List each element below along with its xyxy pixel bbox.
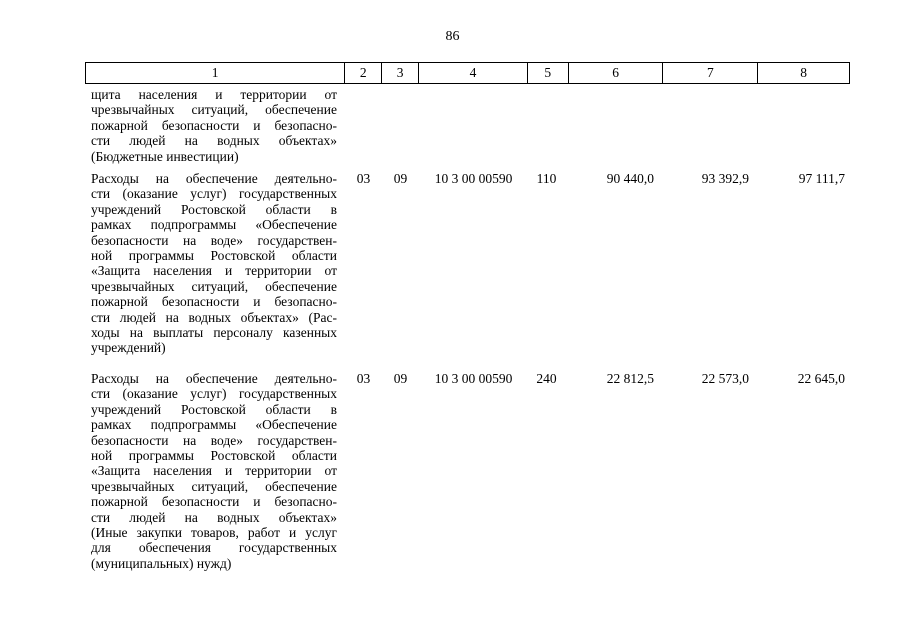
cell-vr: 110 xyxy=(536,171,557,186)
description-line: сти людей на водных объектах» xyxy=(91,133,337,149)
header-col-7: 7 xyxy=(663,63,758,83)
description-line: безопасности на воде» государствен- xyxy=(91,232,337,248)
description-line: учреждений Ростовской области в xyxy=(91,201,337,217)
cell-value-7: 93 392,9 xyxy=(701,171,749,186)
header-col-6: 6 xyxy=(569,63,664,83)
cell-rz: 03 xyxy=(356,171,371,186)
cell-value-7: 22 573,0 xyxy=(701,371,749,386)
table-header-row xyxy=(85,62,850,84)
description-line: Расходы на обеспечение деятельно- xyxy=(91,171,337,186)
description-line: ной программы Ростовской области xyxy=(91,248,337,264)
description-line: чрезвычайных ситуаций, обеспечение xyxy=(91,278,337,294)
cell-value-8: 22 645,0 xyxy=(797,371,845,386)
description-line: ходы на выплаты персоналу казенных xyxy=(91,325,337,341)
cell-rz: 03 xyxy=(356,371,371,386)
header-col-4: 4 xyxy=(419,63,528,83)
description-line: учреждений Ростовской области в xyxy=(91,401,337,417)
cell-pr: 09 xyxy=(393,371,408,386)
cell-csr: 10 3 00 00590 xyxy=(434,371,513,386)
header-col-1: 1 xyxy=(86,63,345,83)
cell-value-6: 90 440,0 xyxy=(606,171,654,186)
description-line: «Защита населения и территории от xyxy=(91,263,337,279)
description-line: чрезвычайных ситуаций, обеспечение xyxy=(91,102,337,118)
description-line: сти людей на водных объектах» xyxy=(91,509,337,525)
description-line: «Защита населения и территории от xyxy=(91,463,337,479)
cell-value-6: 22 812,5 xyxy=(606,371,654,386)
table-row-description xyxy=(91,171,337,356)
description-line: пожарной безопасности и безопасно- xyxy=(91,294,337,310)
description-line: ной программы Ростовской области xyxy=(91,448,337,464)
description-line: щита населения и территории от xyxy=(91,87,337,102)
description-line: пожарной безопасности и безопасно- xyxy=(91,494,337,510)
description-line: (Иные закупки товаров, работ и услуг xyxy=(91,525,337,541)
table-row-continued-description xyxy=(91,87,337,164)
cell-csr: 10 3 00 00590 xyxy=(434,171,513,186)
description-line: рамках подпрограммы «Обеспечение xyxy=(91,217,337,233)
description-line: учреждений) xyxy=(91,340,166,356)
description-line: сти людей на водных объектах» (Рас- xyxy=(91,309,337,325)
description-line: для обеспечения государственных xyxy=(91,540,337,556)
cell-value-8: 97 111,7 xyxy=(798,171,845,186)
description-line: Расходы на обеспечение деятельно- xyxy=(91,371,337,386)
table-row-description xyxy=(91,371,337,571)
description-line: рамках подпрограммы «Обеспечение xyxy=(91,417,337,433)
header-col-5: 5 xyxy=(528,63,569,83)
cell-vr: 240 xyxy=(536,371,557,386)
cell-pr: 09 xyxy=(393,171,408,186)
description-line: чрезвычайных ситуаций, обеспечение xyxy=(91,478,337,494)
header-col-8: 8 xyxy=(800,65,807,80)
page-number: 86 xyxy=(445,29,460,44)
description-line: сти (оказание услуг) государственных xyxy=(91,186,337,202)
description-line: пожарной безопасности и безопасно- xyxy=(91,117,337,133)
description-line: сти (оказание услуг) государственных xyxy=(91,386,337,402)
description-line: безопасности на воде» государствен- xyxy=(91,432,337,448)
description-line: (муниципальных) нужд) xyxy=(91,555,232,571)
description-line: (Бюджетные инвестиции) xyxy=(91,148,239,164)
header-col-3: 3 xyxy=(382,63,419,83)
header-col-2: 2 xyxy=(345,63,382,83)
